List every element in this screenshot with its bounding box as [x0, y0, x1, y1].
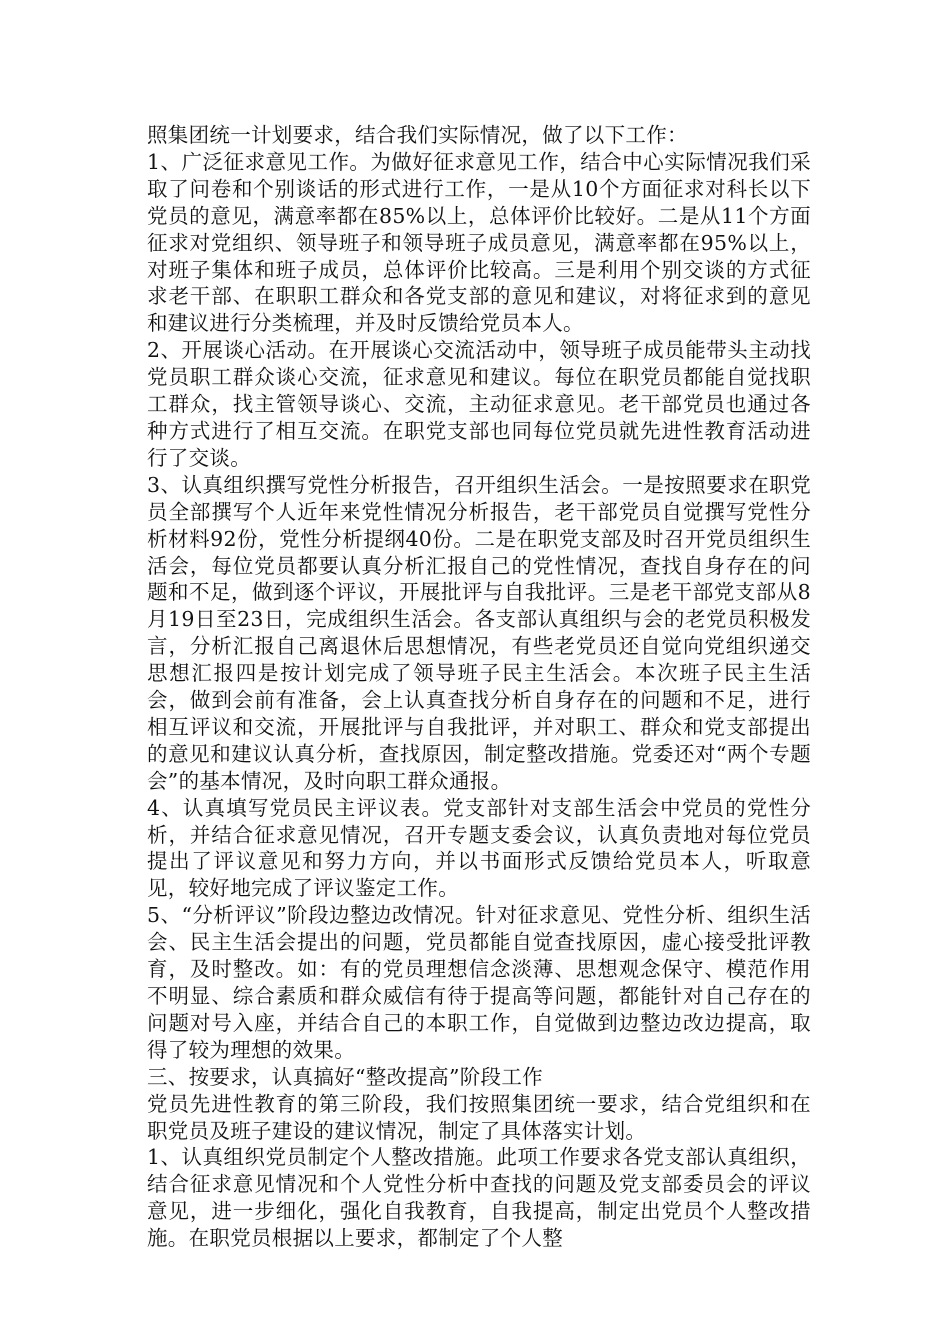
paragraph-item-1: 1、广泛征求意见工作。为做好征求意见工作，结合中心实际情况我们采取了问卷和个别谈话的形式进行工作，一是从10个方面征求对科长以下党员的意见，满意率都在85%以上，总体评价比较好。二是从11个方面征求对党组织、领导班子和领导班子成员意见，满意率都在95%以上，对班子集体和班子成员，总体评价比较高。三是利用个别交谈的方式征求老干部、在职职工群众和各党支部的意见和建议，对将征求到的意见和建议进行分类梳理，并及时反馈给党员本人。: [147, 149, 811, 336]
paragraph-item-5: 5、“分析评议”阶段边整边改情况。针对征求意见、党性分析、组织生活会、民主生活会提出的问题，党员都能自觉查找原因，虚心接受批评教育，及时整改。如：有的党员理想信念淡薄、思想观念保守、模范作用不明显、综合素质和群众威信有待于提高等问题，都能针对自己存在的问题对号入座，并结合自己的本职工作，自觉做到边整边改边提高，取得了较为理想的效果。: [147, 903, 811, 1062]
section-heading-3: 三、按要求，认真搞好“整改提高”阶段工作: [147, 1064, 543, 1089]
paragraph-item-2: 2、开展谈心活动。在开展谈心交流活动中，领导班子成员能带头主动找党员职工群众谈心交流，征求意见和建议。每位在职党员都能自觉找职工群众，找主管领导谈心、交流，主动征求意见。老干部党员也通过各种方式进行了相互交流。在职党支部也同每位党员就先进性教育活动进行了交谈。: [147, 338, 811, 470]
paragraph-item-3: 3、认真组织撰写党性分析报告，召开组织生活会。一是按照要求在职党员全部撰写个人近年来党性情况分析报告，老干部党员自觉撰写党性分析材料92份，党性分析提纲40份。二是在职党支部及时召开党员组织生活会，每位党员都要认真分析汇报自己的党性情况，查找自身存在的问题和不足，做到逐个评议，开展批评与自我批评。三是老干部党支部从8月19日至23日，完成组织生活会。各支部认真组织与会的老党员积极发言，分析汇报自己离退休后思想情况，有些老党员还自觉向党组织递交思想汇报四是按计划完成了领导班子民主生活会。本次班子民主生活会，做到会前有准备，会上认真查找分析自身存在的问题和不足，进行相互评议和交流，开展批评与自我批评，并对职工、群众和党支部提出的意见和建议认真分析，查找原因，制定整改措施。党委还对“两个专题会”的基本情况，及时向职工群众通报。: [147, 472, 811, 793]
paragraph-section-3-intro: 党员先进性教育的第三阶段，我们按照集团统一要求，结合党组织和在职党员及班子建设的建议情况，制定了具体落实计划。: [147, 1091, 811, 1143]
paragraph-item-4: 4、认真填写党员民主评议表。党支部针对支部生活会中党员的党性分析，并结合征求意见情况，召开专题支委会议，认真负责地对每位党员提出了评议意见和努力方向，并以书面形式反馈给党员本人，听取意见，较好地完成了评议鉴定工作。: [147, 795, 811, 901]
paragraph-intro: 照集团统一计划要求，结合我们实际情况，做了以下工作：: [147, 123, 688, 147]
document-body: [147, 122, 811, 1252]
paragraph-section-3-item-1: 1、认真组织党员制定个人整改措施。此项工作要求各党支部认真组织，结合征求意见情况和个人党性分析中查找的问题及党支部委员会的评议意见，进一步细化，强化自我教育，自我提高，制定出党员个人整改措施。在职党员根据以上要求，都制定了个人整: [147, 1145, 811, 1251]
